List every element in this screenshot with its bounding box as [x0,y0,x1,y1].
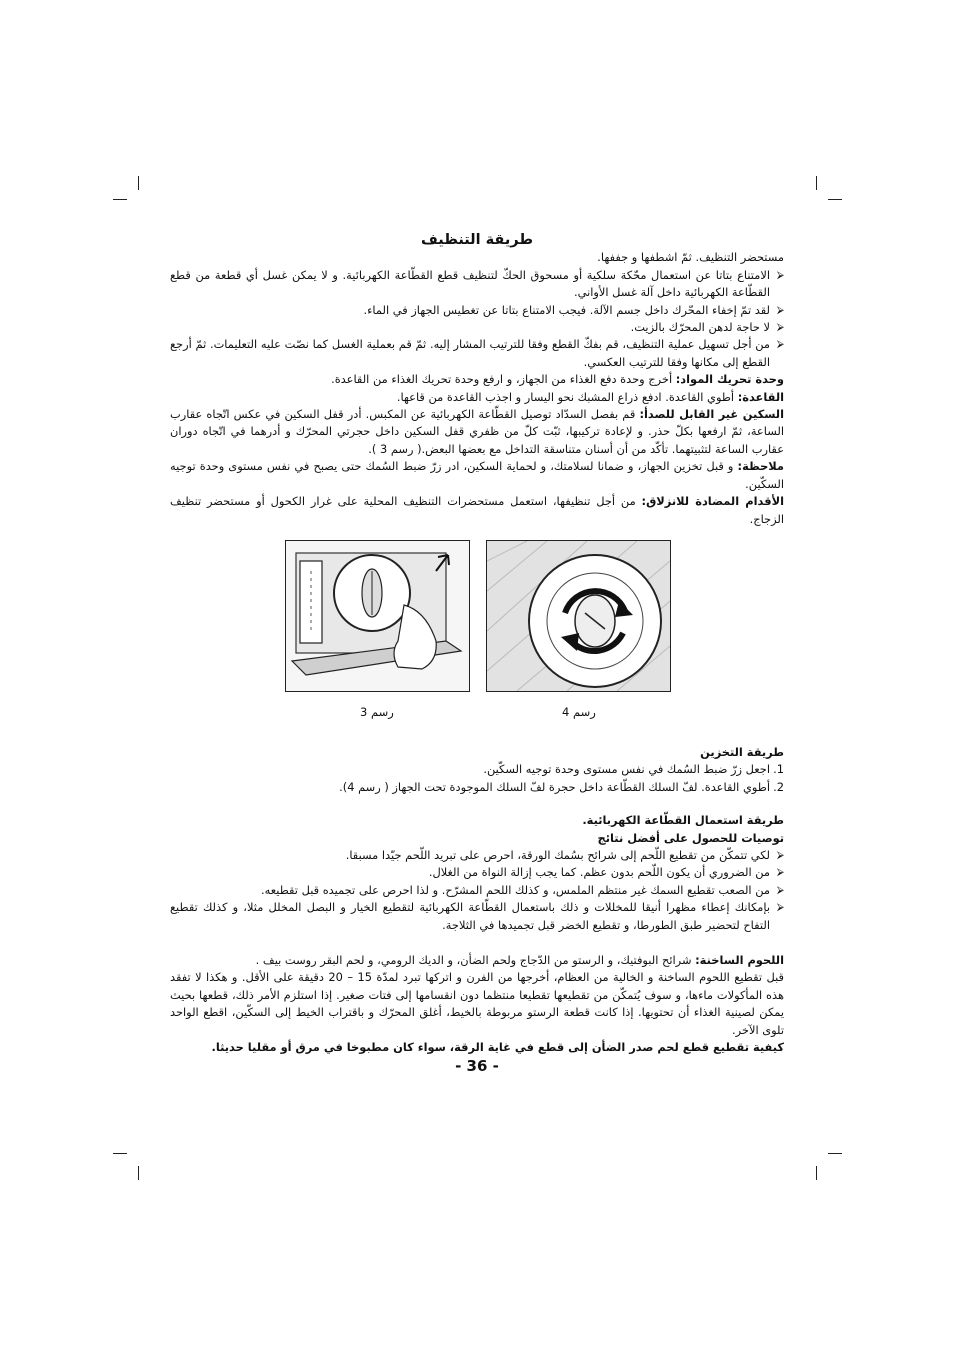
section-paragraph: ملاحظة: و قبل تخزين الجهاز، و ضمانا لسلامتك، و لحماية السكين، ادر زرّ ضبط السُمك حتى يصبح في نفس مستوى وحدة توجيه السكّين. [170,459,784,491]
list-item: ⮚ الامتناع بتاتا عن استعمال محّكة سلكية أو مسحوق الحكّ لتنظيف قطع القطّاعة الكهربائية. و لا يمكن غسل أي قطعة من قطع القطّاعة الكهربائية داخل آلة غسل الأواني. [170,267,784,302]
usage-subheading: توصيات للحصول على أفضل نتائج [597,830,784,845]
numbered-item: 1. اجعل زرّ ضبط السُمك في نفس مستوى وحدة توجيه السكّين. [483,762,784,777]
section-paragraph: وحدة تحريك المواد: أخرج وحدة دفع الغذاء من الجهاز، و ارفع وحدة تحريك الغذاء من القاعدة. [331,372,784,387]
list-item: ⮚ من الصعب تقطيع السمك غير منتظم الملمس، و كذلك اللحم المشرّح. و لذا احرص على تجميده قبل تقطيعه. [170,882,784,899]
page-content [170,232,784,1076]
bullet-arrow-icon: ⮚ [776,902,784,914]
list-item: ⮚ لكي تتمكّن من تقطيع اللّحم إلى شرائح بسُمك الورقة، احرص على تبريد اللّحم جيّدا مسبقا. [170,847,784,864]
intro-text: مستحضر التنظيف. ثمّ اشطفها و جففها. [597,250,784,265]
section-paragraph: القاعدة: أطوي القاعدة. ادفع ذراع المشبك نحو اليسار و اجذب القاعدة من قاعها. [396,389,784,404]
crop-mark [816,1166,817,1180]
hot-meats-paragraph: اللحوم الساخنة: شرائح البوفتيك، و الرستو من الدّجاج ولحم الضأن، و الديك الرومي، و لحم البقر روست بيف . [255,952,784,967]
bullet-arrow-icon: ⮚ [776,322,784,334]
figure-3-blade-removal [285,540,470,692]
crop-mark [828,199,842,200]
figure-4-blade-lock [486,540,671,692]
lamb-slicing-heading: كيفية تقطيع قطع لحم صدر الضأن إلى قطع في غاية الرقة، سواء كان مطبوخا في مرق أو مقليا حديثا. [211,1040,784,1054]
storage-heading: طريقة التخزين [700,744,784,759]
page-number: - 36 - [455,1057,499,1076]
list-item: ⮚ من أجل تسهيل عملية التنظيف، قم بفكّ القطع وفقا للترتيب المشار إليه. ثمّ قم بعملية الغسل كما نصّت عليه التعليمات. ثمّ أرجع القطع إلى مكانها وفقا للترتيب العكسي. [170,336,784,371]
list-item: ⮚ لا حاجة لدهن المحرّك بالزيت. [170,319,784,336]
bullet-arrow-icon: ⮚ [776,867,784,879]
hot-meats-instructions: قبل تقطيع اللحوم الساخنة و الخالية من العظام، أخرجها من الفرن و اتركها تبرد لمدّة 15 – 20 دقيقة على الأقل. و هكذا لا تفقد هذه المأكولات ماءها، و سوف يُتمكّن من تقطيعها تقطيعا منتظما دون انقسامها إلى فتات صغير. إذا استلزم الأمر ذلك، قطعها بحيث يمكن لصينية الغذاء أن تحتويها. إذا كانت قطعة الرستو مربوطة بالخيط، أغلق المحرّك و باقتراب الخيط إلى السكّين، اقطع الواحد تلوى الآخر. [170,970,784,1037]
list-item: ⮚ لقد تمّ إخفاء المحّرك داخل جسم الآلة. فيجب الامتناع بتاتا عن تغطيس الجهاز في الماء. [170,302,784,319]
crop-mark [138,1166,139,1180]
figure-4-caption: رسم 4 [562,704,596,719]
bullet-arrow-icon: ⮚ [776,339,784,351]
cleaning-bullets [170,267,784,371]
numbered-item: 2. أطوي القاعدة. لفّ السلك القطّاعة داخل حجرة لفّ السلك الموجودة تحت الجهاز ( رسم 4). [339,779,784,794]
crop-mark [113,199,127,200]
page-title: طريقة التنظيف [421,232,533,248]
section-paragraph: السكين غير القابل للصدأ: قم بفصل السدّاد توصيل القطّاعة الكهربائية عن المكبس. أدر قفل السكين في عكس اتّجاه عقارب الساعة، ثمّ ارفعها بكلّ حذر. و لإعادة تركيبها، ثبّت كلّ من ظفري قفل السكين داخل حجرتي المحرّك و أدرهما في اتّجاه دوران عقارب الساعة لتثبيتهما. تأكّد من أن أسنان متناسقة التداخل مع بعضها البعض.( رسم 3 ). [170,407,784,456]
list-item: ⮚ بإمكانك إعطاء مظهرا أنيقا للمخللات و ذلك باستعمال القطّاعة الكهربائية لتقطيع الخيار و البصل المخلل مثلا، و كذلك تقطيع التفاح لتحضير طبق الطورطا، و تقطيع الخضر قبل تجميدها في الثلاجة. [170,899,784,934]
crop-mark [138,176,139,190]
figure-3-caption: رسم 3 [360,704,394,719]
crop-mark [828,1153,842,1154]
section-paragraph: الأقدام المضادة للانزلاق: من أجل تنظيفها، استعمل مستحضرات التنظيف المحلية على غرار الكحول أو مستحضر تنظيف الزجاج. [170,494,784,526]
crop-mark [113,1153,127,1154]
bullet-arrow-icon: ⮚ [776,304,784,316]
list-item: ⮚ من الضروري أن يكون اللّحم بدون عظم. كما يجب إزالة النواة من الغلال. [170,864,784,881]
bullet-arrow-icon: ⮚ [776,849,784,861]
usage-heading: طريقة استعمال القطّاعة الكهربائية. [582,813,784,828]
usage-bullets [170,847,784,934]
figures-row [170,540,784,740]
crop-mark [816,176,817,190]
bullet-arrow-icon: ⮚ [776,269,784,281]
bullet-arrow-icon: ⮚ [776,884,784,896]
